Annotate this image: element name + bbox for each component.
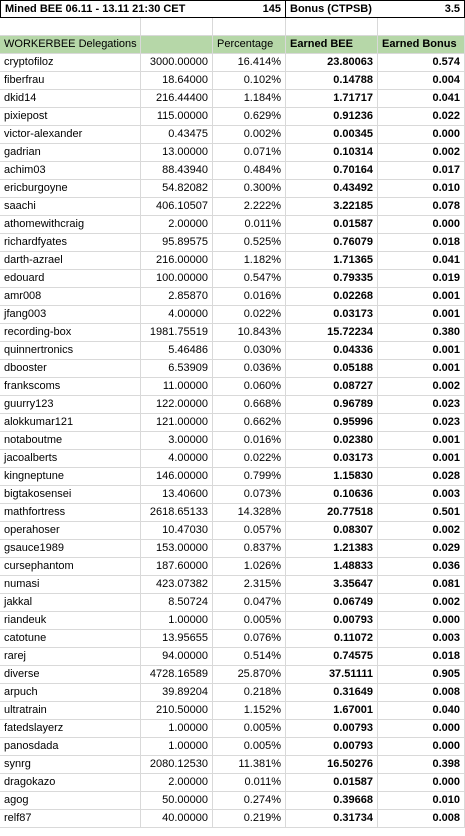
percentage-cell[interactable]: 0.022% [213, 450, 286, 468]
delegator-cell[interactable]: alokkumar121 [0, 414, 141, 432]
table-row [0, 396, 465, 414]
delegator-cell[interactable]: numasi [0, 576, 141, 594]
earned-bonus-cell[interactable]: 0.000 [378, 720, 465, 738]
percentage-cell[interactable]: 0.016% [213, 432, 286, 450]
amount-cell[interactable]: 0.43475 [141, 126, 213, 144]
earned-bonus-cell[interactable]: 0.023 [378, 396, 465, 414]
earned-bonus-cell[interactable]: 0.501 [378, 504, 465, 522]
amount-cell[interactable]: 2080.12530 [141, 756, 213, 774]
amount-cell[interactable]: 2618.65133 [141, 504, 213, 522]
percentage-cell[interactable]: 11.381% [213, 756, 286, 774]
percentage-cell[interactable]: 25.870% [213, 666, 286, 684]
earned-bonus-cell[interactable]: 0.002 [378, 594, 465, 612]
earned-bonus-cell[interactable]: 0.029 [378, 540, 465, 558]
earned-bee-cell[interactable]: 0.03173 [286, 306, 378, 324]
empty-cell[interactable] [141, 18, 213, 36]
earned-bee-cell[interactable]: 0.01587 [286, 216, 378, 234]
delegator-cell[interactable]: jakkal [0, 594, 141, 612]
header-percentage[interactable]: Percentage [213, 36, 286, 54]
delegator-cell[interactable]: pixiepost [0, 108, 141, 126]
amount-cell[interactable]: 13.00000 [141, 144, 213, 162]
earned-bonus-cell[interactable]: 0.001 [378, 360, 465, 378]
earned-bonus-cell[interactable]: 0.000 [378, 216, 465, 234]
table-row [0, 216, 465, 234]
earned-bee-cell[interactable]: 0.43492 [286, 180, 378, 198]
percentage-cell[interactable]: 16.414% [213, 54, 286, 72]
earned-bee-cell[interactable]: 0.31649 [286, 684, 378, 702]
earned-bee-cell[interactable]: 0.00793 [286, 720, 378, 738]
table-row [0, 702, 465, 720]
delegator-cell[interactable]: kingneptune [0, 468, 141, 486]
earned-bonus-cell[interactable]: 0.000 [378, 774, 465, 792]
percentage-cell[interactable]: 0.002% [213, 126, 286, 144]
earned-bonus-cell[interactable]: 0.041 [378, 252, 465, 270]
table-row [0, 522, 465, 540]
earned-bee-cell[interactable]: 20.77518 [286, 504, 378, 522]
earned-bee-cell[interactable]: 1.15830 [286, 468, 378, 486]
percentage-cell[interactable]: 0.005% [213, 720, 286, 738]
delegator-cell[interactable]: richardfyates [0, 234, 141, 252]
percentage-cell[interactable]: 1.184% [213, 90, 286, 108]
percentage-cell[interactable]: 0.300% [213, 180, 286, 198]
table-row [0, 594, 465, 612]
earned-bee-cell[interactable]: 0.14788 [286, 72, 378, 90]
table-row [0, 144, 465, 162]
percentage-cell[interactable]: 0.218% [213, 684, 286, 702]
delegator-cell[interactable]: edouard [0, 270, 141, 288]
delegator-cell[interactable]: victor-alexander [0, 126, 141, 144]
earned-bee-cell[interactable]: 15.72234 [286, 324, 378, 342]
percentage-cell[interactable]: 0.102% [213, 72, 286, 90]
table-row [0, 378, 465, 396]
percentage-cell[interactable]: 0.047% [213, 594, 286, 612]
delegator-cell[interactable]: diverse [0, 666, 141, 684]
amount-cell[interactable]: 5.46486 [141, 342, 213, 360]
percentage-cell[interactable]: 1.026% [213, 558, 286, 576]
percentage-cell[interactable]: 0.629% [213, 108, 286, 126]
amount-cell[interactable]: 1.00000 [141, 720, 213, 738]
amount-cell[interactable]: 1.00000 [141, 738, 213, 756]
table-row [0, 324, 465, 342]
earned-bonus-cell[interactable]: 0.022 [378, 108, 465, 126]
table-row [0, 180, 465, 198]
table-row [0, 774, 465, 792]
earned-bonus-cell[interactable]: 0.010 [378, 792, 465, 810]
table-header-row [0, 36, 465, 54]
table-row [0, 288, 465, 306]
earned-bonus-cell[interactable]: 0.000 [378, 612, 465, 630]
empty-cell[interactable] [213, 18, 286, 36]
earned-bonus-cell[interactable]: 0.078 [378, 198, 465, 216]
earned-bee-cell[interactable]: 0.02268 [286, 288, 378, 306]
delegator-cell[interactable]: achim03 [0, 162, 141, 180]
earned-bee-cell[interactable]: 16.50276 [286, 756, 378, 774]
delegator-cell[interactable]: arpuch [0, 684, 141, 702]
amount-cell[interactable]: 94.00000 [141, 648, 213, 666]
empty-cell[interactable] [378, 18, 465, 36]
earned-bonus-cell[interactable]: 0.041 [378, 90, 465, 108]
percentage-cell[interactable]: 0.274% [213, 792, 286, 810]
earned-bee-cell[interactable]: 0.06749 [286, 594, 378, 612]
amount-cell[interactable]: 4.00000 [141, 450, 213, 468]
amount-cell[interactable]: 54.82082 [141, 180, 213, 198]
table-row [0, 576, 465, 594]
earned-bee-cell[interactable]: 0.91236 [286, 108, 378, 126]
table-row [0, 684, 465, 702]
earned-bee-cell[interactable]: 23.80063 [286, 54, 378, 72]
earned-bonus-cell[interactable]: 0.001 [378, 342, 465, 360]
earned-bonus-cell[interactable]: 0.004 [378, 72, 465, 90]
header-amount[interactable] [141, 36, 213, 54]
percentage-cell[interactable]: 0.662% [213, 414, 286, 432]
amount-cell[interactable]: 216.44400 [141, 90, 213, 108]
amount-cell[interactable]: 11.00000 [141, 378, 213, 396]
delegator-cell[interactable]: cursephantom [0, 558, 141, 576]
earned-bee-cell[interactable]: 0.31734 [286, 810, 378, 828]
earned-bee-cell[interactable]: 3.35647 [286, 576, 378, 594]
earned-bee-cell[interactable]: 3.22185 [286, 198, 378, 216]
amount-cell[interactable]: 1981.75519 [141, 324, 213, 342]
delegator-cell[interactable]: bigtakosensei [0, 486, 141, 504]
table-row [0, 162, 465, 180]
table-row [0, 360, 465, 378]
amount-cell[interactable]: 8.50724 [141, 594, 213, 612]
earned-bonus-cell[interactable]: 0.000 [378, 738, 465, 756]
table-row [0, 450, 465, 468]
earned-bee-cell[interactable]: 37.51111 [286, 666, 378, 684]
table-row [0, 252, 465, 270]
earned-bonus-cell[interactable]: 0.019 [378, 270, 465, 288]
earned-bonus-cell[interactable]: 0.905 [378, 666, 465, 684]
percentage-cell[interactable]: 0.484% [213, 162, 286, 180]
delegator-cell[interactable]: recording-box [0, 324, 141, 342]
amount-cell[interactable]: 121.00000 [141, 414, 213, 432]
percentage-cell[interactable]: 0.071% [213, 144, 286, 162]
table-row [0, 126, 465, 144]
bonus-label[interactable]: Bonus (CTPSB) [286, 0, 378, 18]
amount-cell[interactable]: 95.89575 [141, 234, 213, 252]
amount-cell[interactable]: 122.00000 [141, 396, 213, 414]
earned-bonus-cell[interactable]: 0.010 [378, 180, 465, 198]
amount-cell[interactable]: 115.00000 [141, 108, 213, 126]
earned-bonus-cell[interactable]: 0.574 [378, 54, 465, 72]
percentage-cell[interactable]: 0.799% [213, 468, 286, 486]
delegator-cell[interactable]: jacoalberts [0, 450, 141, 468]
earned-bee-cell[interactable]: 0.08307 [286, 522, 378, 540]
earned-bonus-cell[interactable]: 0.040 [378, 702, 465, 720]
earned-bee-cell[interactable]: 0.01587 [286, 774, 378, 792]
earned-bee-cell[interactable]: 1.71717 [286, 90, 378, 108]
empty-row [0, 18, 465, 36]
table-row [0, 72, 465, 90]
empty-cell[interactable] [286, 18, 378, 36]
percentage-cell[interactable]: 0.005% [213, 612, 286, 630]
amount-cell[interactable]: 146.00000 [141, 468, 213, 486]
earned-bonus-cell[interactable]: 0.001 [378, 450, 465, 468]
delegator-cell[interactable]: relf87 [0, 810, 141, 828]
table-row [0, 414, 465, 432]
percentage-cell[interactable]: 0.011% [213, 216, 286, 234]
percentage-cell[interactable]: 0.016% [213, 288, 286, 306]
amount-cell[interactable]: 100.00000 [141, 270, 213, 288]
amount-cell[interactable]: 2.00000 [141, 216, 213, 234]
earned-bonus-cell[interactable]: 0.003 [378, 486, 465, 504]
percentage-cell[interactable]: 2.222% [213, 198, 286, 216]
amount-cell[interactable]: 40.00000 [141, 810, 213, 828]
table-row [0, 540, 465, 558]
earned-bee-cell[interactable]: 0.74575 [286, 648, 378, 666]
delegator-cell[interactable]: catotune [0, 630, 141, 648]
amount-cell[interactable]: 6.53909 [141, 360, 213, 378]
amount-cell[interactable]: 18.64000 [141, 72, 213, 90]
table-row [0, 54, 465, 72]
earned-bee-cell[interactable]: 0.00345 [286, 126, 378, 144]
delegator-cell[interactable]: gadrian [0, 144, 141, 162]
percentage-cell[interactable]: 0.668% [213, 396, 286, 414]
earned-bonus-cell[interactable]: 0.002 [378, 144, 465, 162]
percentage-cell[interactable]: 0.219% [213, 810, 286, 828]
earned-bee-cell[interactable]: 0.05188 [286, 360, 378, 378]
earned-bonus-cell[interactable]: 0.023 [378, 414, 465, 432]
table-row [0, 738, 465, 756]
amount-cell[interactable]: 10.47030 [141, 522, 213, 540]
delegator-cell[interactable]: dragokazo [0, 774, 141, 792]
percentage-cell[interactable]: 0.060% [213, 378, 286, 396]
amount-cell[interactable]: 39.89204 [141, 684, 213, 702]
earned-bonus-cell[interactable]: 0.081 [378, 576, 465, 594]
table-row [0, 234, 465, 252]
percentage-cell[interactable]: 0.837% [213, 540, 286, 558]
delegator-cell[interactable]: dbooster [0, 360, 141, 378]
earned-bee-cell[interactable]: 0.95996 [286, 414, 378, 432]
amount-cell[interactable]: 4728.16589 [141, 666, 213, 684]
table-body [0, 54, 465, 828]
table-row [0, 756, 465, 774]
percentage-cell[interactable]: 0.547% [213, 270, 286, 288]
earned-bonus-cell[interactable]: 0.002 [378, 522, 465, 540]
earned-bee-cell[interactable]: 0.10314 [286, 144, 378, 162]
amount-cell[interactable]: 1.00000 [141, 612, 213, 630]
earned-bee-cell[interactable]: 0.79335 [286, 270, 378, 288]
earned-bee-cell[interactable]: 0.02380 [286, 432, 378, 450]
amount-cell[interactable]: 153.00000 [141, 540, 213, 558]
earned-bonus-cell[interactable]: 0.000 [378, 126, 465, 144]
table-row [0, 468, 465, 486]
table-row [0, 108, 465, 126]
delegator-cell[interactable]: notaboutme [0, 432, 141, 450]
table-row [0, 504, 465, 522]
earned-bonus-cell[interactable]: 0.008 [378, 684, 465, 702]
amount-cell[interactable]: 210.50000 [141, 702, 213, 720]
earned-bonus-cell[interactable]: 0.008 [378, 810, 465, 828]
amount-cell[interactable]: 3.00000 [141, 432, 213, 450]
percentage-cell[interactable]: 0.525% [213, 234, 286, 252]
earned-bonus-cell[interactable]: 0.001 [378, 288, 465, 306]
delegator-cell[interactable]: fiberfrau [0, 72, 141, 90]
earned-bonus-cell[interactable]: 0.398 [378, 756, 465, 774]
earned-bonus-cell[interactable]: 0.018 [378, 648, 465, 666]
header-earned-bee[interactable]: Earned BEE [286, 36, 378, 54]
amount-cell[interactable]: 13.95655 [141, 630, 213, 648]
header-earned-bonus[interactable]: Earned Bonus [378, 36, 465, 54]
earned-bee-cell[interactable]: 0.00793 [286, 738, 378, 756]
delegator-cell[interactable]: mathfortress [0, 504, 141, 522]
earned-bonus-cell[interactable]: 0.380 [378, 324, 465, 342]
earned-bonus-cell[interactable]: 0.002 [378, 378, 465, 396]
bonus-value[interactable]: 3.5 [378, 0, 465, 18]
amount-cell[interactable]: 13.40600 [141, 486, 213, 504]
delegator-cell[interactable]: ericburgoyne [0, 180, 141, 198]
delegator-cell[interactable]: quinnertronics [0, 342, 141, 360]
amount-cell[interactable]: 88.43940 [141, 162, 213, 180]
amount-cell[interactable]: 187.60000 [141, 558, 213, 576]
percentage-cell[interactable]: 0.005% [213, 738, 286, 756]
delegator-cell[interactable]: athomewithcraig [0, 216, 141, 234]
mined-value[interactable]: 145 [213, 0, 286, 18]
delegator-cell[interactable]: rarej [0, 648, 141, 666]
percentage-cell[interactable]: 10.843% [213, 324, 286, 342]
table-row [0, 630, 465, 648]
delegator-cell[interactable]: synrg [0, 756, 141, 774]
earned-bee-cell[interactable]: 0.08727 [286, 378, 378, 396]
delegator-cell[interactable]: dkid14 [0, 90, 141, 108]
table-row [0, 648, 465, 666]
earned-bee-cell[interactable]: 1.21383 [286, 540, 378, 558]
amount-cell[interactable]: 4.00000 [141, 306, 213, 324]
delegator-cell[interactable]: agog [0, 792, 141, 810]
percentage-cell[interactable]: 0.036% [213, 360, 286, 378]
amount-cell[interactable]: 2.85870 [141, 288, 213, 306]
earned-bonus-cell[interactable]: 0.018 [378, 234, 465, 252]
table-row [0, 90, 465, 108]
earned-bonus-cell[interactable]: 0.003 [378, 630, 465, 648]
earned-bonus-cell[interactable]: 0.017 [378, 162, 465, 180]
delegator-cell[interactable]: darth-azrael [0, 252, 141, 270]
earned-bee-cell[interactable]: 1.71365 [286, 252, 378, 270]
percentage-cell[interactable]: 14.328% [213, 504, 286, 522]
table-row [0, 666, 465, 684]
percentage-cell[interactable]: 0.057% [213, 522, 286, 540]
table-row [0, 612, 465, 630]
earned-bee-cell[interactable]: 0.39668 [286, 792, 378, 810]
table-row [0, 810, 465, 828]
percentage-cell[interactable]: 1.182% [213, 252, 286, 270]
percentage-cell[interactable]: 0.030% [213, 342, 286, 360]
empty-cell[interactable] [0, 18, 141, 36]
table-row [0, 792, 465, 810]
table-row [0, 486, 465, 504]
amount-cell[interactable]: 423.07382 [141, 576, 213, 594]
delegator-cell[interactable]: saachi [0, 198, 141, 216]
amount-cell[interactable]: 50.00000 [141, 792, 213, 810]
summary-row [0, 0, 465, 18]
delegator-cell[interactable]: riandeuk [0, 612, 141, 630]
percentage-cell[interactable]: 0.073% [213, 486, 286, 504]
table-row [0, 198, 465, 216]
summary-title[interactable]: Mined BEE 06.11 - 13.11 21:30 CET [0, 0, 213, 18]
earned-bee-cell[interactable]: 1.67001 [286, 702, 378, 720]
earned-bonus-cell[interactable]: 0.028 [378, 468, 465, 486]
amount-cell[interactable]: 2.00000 [141, 774, 213, 792]
delegator-cell[interactable]: guurry123 [0, 396, 141, 414]
delegator-cell[interactable]: ultratrain [0, 702, 141, 720]
earned-bee-cell[interactable]: 0.76079 [286, 234, 378, 252]
percentage-cell[interactable]: 2.315% [213, 576, 286, 594]
amount-cell[interactable]: 3000.00000 [141, 54, 213, 72]
percentage-cell[interactable]: 0.514% [213, 648, 286, 666]
earned-bonus-cell[interactable]: 0.001 [378, 306, 465, 324]
delegator-cell[interactable]: frankscoms [0, 378, 141, 396]
delegator-cell[interactable]: gsauce1989 [0, 540, 141, 558]
earned-bee-cell[interactable]: 0.10636 [286, 486, 378, 504]
header-delegator[interactable]: WORKERBEE Delegations [0, 36, 141, 54]
table-row [0, 306, 465, 324]
delegator-cell[interactable]: panosdada [0, 738, 141, 756]
earned-bee-cell[interactable]: 0.96789 [286, 396, 378, 414]
percentage-cell[interactable]: 0.022% [213, 306, 286, 324]
delegator-cell[interactable]: amr008 [0, 288, 141, 306]
amount-cell[interactable]: 216.00000 [141, 252, 213, 270]
earned-bee-cell[interactable]: 1.48833 [286, 558, 378, 576]
earned-bee-cell[interactable]: 0.70164 [286, 162, 378, 180]
earned-bee-cell[interactable]: 0.11072 [286, 630, 378, 648]
earned-bee-cell[interactable]: 0.00793 [286, 612, 378, 630]
delegator-cell[interactable]: fatedslayerz [0, 720, 141, 738]
percentage-cell[interactable]: 0.076% [213, 630, 286, 648]
amount-cell[interactable]: 406.10507 [141, 198, 213, 216]
earned-bonus-cell[interactable]: 0.036 [378, 558, 465, 576]
delegator-cell[interactable]: cryptofiloz [0, 54, 141, 72]
delegator-cell[interactable]: operahoser [0, 522, 141, 540]
percentage-cell[interactable]: 0.011% [213, 774, 286, 792]
delegator-cell[interactable]: jfang003 [0, 306, 141, 324]
table-row [0, 342, 465, 360]
earned-bee-cell[interactable]: 0.03173 [286, 450, 378, 468]
earned-bonus-cell[interactable]: 0.001 [378, 432, 465, 450]
table-row [0, 432, 465, 450]
table-row [0, 558, 465, 576]
percentage-cell[interactable]: 1.152% [213, 702, 286, 720]
table-row [0, 270, 465, 288]
table-row [0, 720, 465, 738]
earned-bee-cell[interactable]: 0.04336 [286, 342, 378, 360]
